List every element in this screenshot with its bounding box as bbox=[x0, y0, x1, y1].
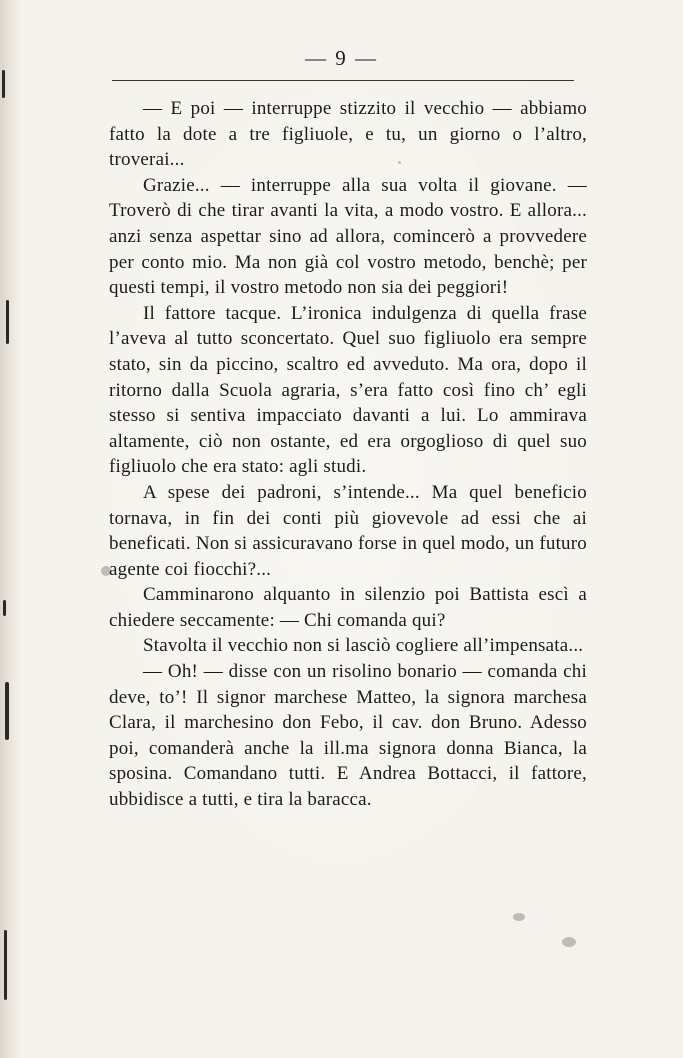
binding-mark bbox=[5, 682, 9, 740]
header-rule bbox=[112, 80, 574, 81]
paragraph: Stavolta il vecchio non si lasciò cogliere all’impensata... bbox=[143, 635, 584, 657]
paragraph: Il fattore tacque. L’ironica indulgenza di quella frase l’aveva al tutto sconcertato. Quel suo figliuolo era sempre stato, sin da piccino, scaltro ed avveduto. Ma ora, dopo il ritorno dalla Scuola agraria, s’era fatto così fino ch’ egli stesso si sentiva impacciato davanti a lui. Lo ammirava altamente, ciò non ostante, ed era orgoglioso di quel suo figliuolo che era stato: agli studi. bbox=[109, 302, 587, 478]
page-binding-edge bbox=[0, 0, 22, 1058]
paragraph: Grazie... — interruppe alla sua volta il giovane. — Troverò di che tirar avanti la vita, a modo vostro. E allora... anzi senza aspettar sino ad allora, comincerò a provvedere per conto mio. Ma non già col vostro metodo, benchè; per questi tempi, il vostro metodo non sia dei peggiori! bbox=[109, 174, 587, 299]
paragraph: — Oh! — disse con un risolino bonario — comanda chi deve, to’! Il signor marchese Matteo, la signora marchesa Clara, il marchesino don Febo, il cav. don Bruno. Adesso poi, comanderà anche la ill.ma signora donna Bianca, la sposina. Comandano tutti. E Andrea Bottacci, il fattore, ubbidisce a tutti, e tira la baracca. bbox=[109, 661, 587, 811]
binding-mark bbox=[6, 300, 9, 344]
paper-speck bbox=[562, 937, 576, 947]
paragraph: — E poi — interruppe stizzito il vecchio — abbiamo fatto la dote a tre figliuole, e tu, un giorno o l’altro, troverai... bbox=[109, 98, 587, 171]
paragraph: A spese dei padroni, s’intende... Ma quel beneficio tornava, in fin dei conti più giovevole ad essi che ai beneficati. Non si assicuravano forse in quel modo, un futuro agente coi fiocchi?... bbox=[109, 481, 587, 580]
binding-mark bbox=[3, 600, 6, 616]
paper-speck bbox=[513, 913, 525, 921]
paragraph: Camminarono alquanto in silenzio poi Battista escì a chiedere seccamente: — Chi comanda qui? bbox=[109, 584, 587, 631]
page-number: — 9 — bbox=[305, 46, 378, 70]
binding-mark bbox=[4, 930, 7, 1000]
binding-mark bbox=[2, 70, 5, 98]
page-text bbox=[109, 96, 587, 813]
